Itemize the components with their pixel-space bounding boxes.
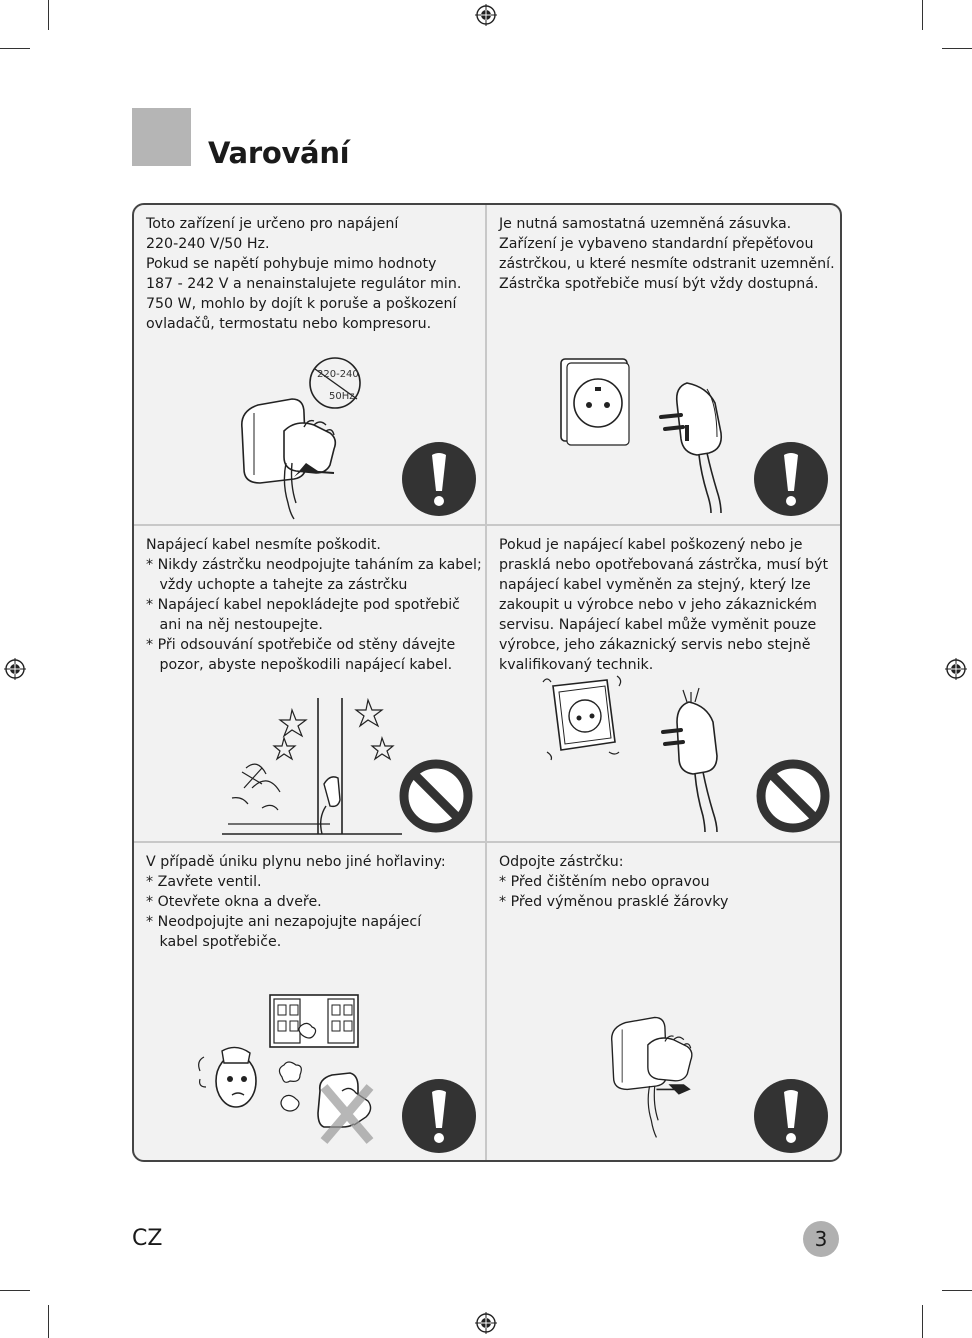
cell-cable-damage xyxy=(134,526,485,841)
warning-exclamation-icon xyxy=(753,1078,829,1154)
registration-mark-bottom xyxy=(475,1312,497,1334)
registration-mark-right xyxy=(945,658,967,680)
cell-unplug xyxy=(487,843,840,1160)
voltage-badge-top: 220-240 xyxy=(317,369,359,380)
crop-mark-bl-h xyxy=(0,1290,30,1291)
crop-mark-br-v xyxy=(922,1305,923,1338)
appliance-crushing-cable-illustration xyxy=(222,688,402,838)
gas-leak-illustration xyxy=(192,991,402,1156)
page-number-badge: 3 xyxy=(803,1221,839,1257)
registration-mark-top xyxy=(475,4,497,26)
warning-exclamation-icon xyxy=(401,1078,477,1154)
cell-damaged-cable-replace xyxy=(487,526,840,841)
title-marker xyxy=(132,108,191,166)
crop-mark-tl-h xyxy=(0,48,30,49)
footer-language-code: CZ xyxy=(132,1226,163,1251)
crop-mark-tr-h xyxy=(942,48,972,49)
cell-unplug-text: Odpojte zástrčku: * Před čištěním nebo opravou * Před výměnou prasklé žárovky xyxy=(499,854,729,910)
warning-exclamation-icon xyxy=(753,441,829,517)
cell-gas-leak xyxy=(134,843,485,1160)
socket-and-plug-illustration xyxy=(557,353,737,513)
warning-panel xyxy=(132,203,842,1162)
cell-voltage xyxy=(134,205,485,524)
crop-mark-tl-v xyxy=(48,0,49,30)
cell-damaged-cable-replace-text: Pokud je napájecí kabel poškozený nebo je prasklá nebo opotřebovaná zástrčka, musí být napájecí kabel vyměněn za stejný, který lze zakoupit u výrobce nebo v jeho zákaznickém servisu. Napájecí kabel může vyměnit pouze výrobce, jeho zákaznický servis nebo stejně kvalifikovaný technik. xyxy=(499,537,829,673)
crop-mark-br-h xyxy=(942,1290,972,1291)
crop-mark-bl-v xyxy=(48,1305,49,1338)
page-title: Varování xyxy=(208,136,350,170)
voltage-badge-bottom: 50Hz xyxy=(329,391,355,402)
damaged-socket-and-plug-illustration xyxy=(539,672,739,832)
cell-gas-leak-text: V případě úniku plynu nebo jiné hořlaviny: * Zavřete ventil. * Otevřete okna a dveře. * Neodpojujte ani nezapojujte napájecí kabel spotřebiče. xyxy=(146,854,446,950)
prohibited-icon xyxy=(398,758,474,834)
voltage-badge xyxy=(307,355,363,411)
cell-grounded-socket xyxy=(487,205,840,524)
cell-grounded-socket-text: Je nutná samostatná uzemněná zásuvka. Zařízení je vybaveno standardní přepěťovou zástrčkou, u které nesmíte odstranit uzemnění. Zástrčka spotřebiče musí být vždy dostupná. xyxy=(499,216,835,292)
registration-mark-left xyxy=(4,658,26,680)
unplug-hand-illustration xyxy=(605,1001,725,1159)
prohibited-icon xyxy=(755,758,831,834)
warning-exclamation-icon xyxy=(401,441,477,517)
cell-voltage-text: Toto zařízení je určeno pro napájení 220-240 V/50 Hz. Pokud se napětí pohybuje mimo hodnoty 187 - 242 V a nenainstalujete regulátor min. 750 W, mohlo by dojít k poruše a poškození ovladačů, termostatu nebo kompresoru. xyxy=(146,216,462,332)
crop-mark-tr-v xyxy=(922,0,923,30)
cell-cable-damage-text: Napájecí kabel nesmíte poškodit. * Nikdy zástrčku neodpojujte taháním za kabel; vždy uchopte a tahejte za zástrčku * Napájecí kabel nepokládejte pod spotřebič ani na něj nestoupejte. * Při odsouvání spotřebiče od stěny dávejte pozor, abyste nepoškodili napájecí kabel. xyxy=(146,537,482,673)
